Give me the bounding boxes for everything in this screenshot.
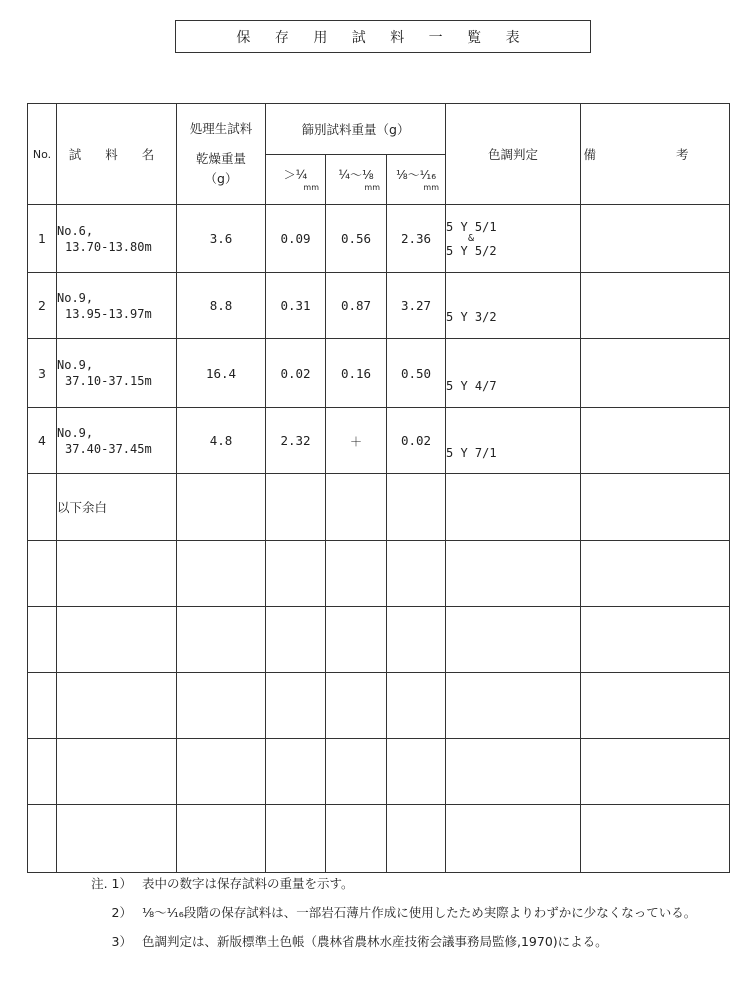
color-value-1: 5 Y 4/7 <box>446 378 497 393</box>
notes <box>62 875 722 962</box>
empty-cell <box>326 541 387 607</box>
header-dry-weight-line3: （g） <box>204 171 238 186</box>
header-sieve-col-2 <box>326 155 387 205</box>
sample-name-line2: 37.10-37.15m <box>65 374 152 388</box>
row-sample-name <box>57 339 177 408</box>
empty-cell <box>28 541 57 607</box>
empty-cell <box>57 607 177 673</box>
empty-cell <box>177 607 266 673</box>
table-row <box>28 673 730 739</box>
row-sample-name <box>57 408 177 474</box>
sieve-col-2-unit: mm <box>364 182 380 192</box>
empty-cell <box>326 805 387 873</box>
color-value-1: 5 Y 3/2 <box>446 309 497 324</box>
header-remarks <box>581 104 730 205</box>
empty-cell <box>581 474 730 541</box>
note-text: ⅛〜¹⁄₁₆段階の保存試料は、一部岩石薄片作成に使用したため実際よりわずかに少なくなっている。 <box>142 905 697 920</box>
header-color: 色調判定 <box>446 104 581 205</box>
header-no: No. <box>28 104 57 205</box>
table-row <box>28 339 730 408</box>
table-row <box>28 474 730 541</box>
sieve-col-3-label: ⅛〜¹⁄₁₆ <box>395 167 437 182</box>
sample-name-line2: 13.95-13.97m <box>65 306 152 321</box>
sample-name-line2: 37.40-37.45m <box>65 441 152 456</box>
empty-cell <box>387 474 446 541</box>
empty-cell <box>266 474 326 541</box>
empty-cell <box>28 739 57 805</box>
empty-cell <box>326 607 387 673</box>
table-row <box>28 739 730 805</box>
note-number: 2） <box>111 905 132 920</box>
row-color <box>446 205 581 273</box>
empty-cell <box>177 739 266 805</box>
empty-cell <box>177 474 266 541</box>
note-text: 表中の数字は保存試料の重量を示す。 <box>142 876 354 891</box>
sieve-col-2-label: ¼〜⅛ <box>338 167 374 182</box>
empty-cell <box>326 673 387 739</box>
row-color <box>446 408 581 474</box>
row-dry-weight: 4.8 <box>177 408 266 474</box>
table-row <box>28 607 730 673</box>
empty-cell <box>177 673 266 739</box>
row-sieve-3: 0.50 <box>387 339 446 408</box>
color-value-1: 5 Y 5/1 <box>446 219 497 234</box>
row-remarks <box>581 408 730 474</box>
sample-table <box>27 103 730 873</box>
empty-cell <box>28 607 57 673</box>
table-row <box>28 805 730 873</box>
empty-cell <box>446 607 581 673</box>
row-sieve-2: 0.87 <box>326 273 387 339</box>
page-title: 保 存 用 試 料 一 覧 表 <box>175 20 591 53</box>
empty-cell <box>266 739 326 805</box>
row-sieve-1: 2.32 <box>266 408 326 474</box>
row-remarks <box>581 339 730 408</box>
color-value-2: 5 Y 5/2 <box>446 243 497 258</box>
row-remarks <box>581 205 730 273</box>
header-sieve-group: 篩別試料重量（g） <box>266 104 446 155</box>
empty-cell <box>28 805 57 873</box>
empty-cell <box>581 607 730 673</box>
empty-cell <box>446 673 581 739</box>
sample-name-line1: No.9, <box>57 425 94 440</box>
sieve-col-1-unit: mm <box>303 182 319 192</box>
note-item <box>62 933 722 950</box>
header-sieve-col-1 <box>266 155 326 205</box>
sample-name-line1: No.6, <box>57 223 94 238</box>
row-remarks <box>581 273 730 339</box>
empty-cell <box>326 739 387 805</box>
header-sample-name: 試 料 名 <box>57 104 177 205</box>
row-sieve-2: ＋ <box>326 408 387 474</box>
row-sieve-2: 0.16 <box>326 339 387 408</box>
empty-cell <box>57 673 177 739</box>
row-sieve-3: 2.36 <box>387 205 446 273</box>
table-row <box>28 205 730 273</box>
row-sieve-1: 0.31 <box>266 273 326 339</box>
empty-cell <box>57 805 177 873</box>
sieve-col-3-unit: mm <box>423 182 439 192</box>
note-text: 色調判定は、新版標準土色帳（農林省農林水産技術会議事務局監修,1970)による。 <box>142 934 608 949</box>
empty-cell <box>581 739 730 805</box>
empty-cell <box>57 739 177 805</box>
row-sieve-1: 0.02 <box>266 339 326 408</box>
empty-cell <box>266 805 326 873</box>
empty-cell <box>387 805 446 873</box>
header-dry-weight-line2: 乾燥重量 <box>195 151 246 166</box>
empty-cell <box>57 541 177 607</box>
row-sample-name <box>57 273 177 339</box>
row-no <box>28 474 57 541</box>
table-row <box>28 273 730 339</box>
header-dry-weight <box>177 104 266 205</box>
empty-cell <box>581 541 730 607</box>
sample-name-line2: 13.70-13.80m <box>65 239 152 254</box>
note-number: 3） <box>111 934 132 949</box>
row-dry-weight: 8.8 <box>177 273 266 339</box>
row-no: 2 <box>28 273 57 339</box>
empty-cell <box>266 541 326 607</box>
color-value-1: 5 Y 7/1 <box>446 445 497 460</box>
sieve-col-1-label: ＞¼ <box>283 167 308 182</box>
empty-cell <box>177 805 266 873</box>
row-sieve-2: 0.56 <box>326 205 387 273</box>
empty-cell <box>581 805 730 873</box>
row-no: 3 <box>28 339 57 408</box>
empty-cell <box>387 739 446 805</box>
empty-cell <box>387 607 446 673</box>
row-sieve-3: 3.27 <box>387 273 446 339</box>
row-dry-weight: 16.4 <box>177 339 266 408</box>
empty-cell <box>446 474 581 541</box>
table-row <box>28 541 730 607</box>
header-dry-weight-line1: 処理生試料 <box>189 121 253 136</box>
row-no: 1 <box>28 205 57 273</box>
note-item <box>62 904 722 921</box>
blank-marker: 以下余白 <box>57 474 177 541</box>
empty-cell <box>28 673 57 739</box>
row-no: 4 <box>28 408 57 474</box>
header-remarks-label: 備 考 <box>583 147 727 162</box>
empty-cell <box>266 607 326 673</box>
row-color <box>446 273 581 339</box>
row-dry-weight: 3.6 <box>177 205 266 273</box>
header-sieve-col-3 <box>387 155 446 205</box>
empty-cell <box>326 474 387 541</box>
sample-name-line1: No.9, <box>57 290 94 305</box>
row-sieve-1: 0.09 <box>266 205 326 273</box>
empty-cell <box>266 673 326 739</box>
table-row <box>28 408 730 474</box>
row-sample-name <box>57 205 177 273</box>
sample-name-line1: No.9, <box>57 358 94 372</box>
empty-cell <box>387 541 446 607</box>
color-ampersand: & <box>468 232 475 244</box>
empty-cell <box>446 805 581 873</box>
empty-cell <box>446 541 581 607</box>
note-number: 注. 1） <box>91 876 132 891</box>
empty-cell <box>446 739 581 805</box>
row-sieve-3: 0.02 <box>387 408 446 474</box>
empty-cell <box>581 673 730 739</box>
row-color <box>446 339 581 408</box>
empty-cell <box>177 541 266 607</box>
note-item <box>62 875 722 892</box>
empty-cell <box>387 673 446 739</box>
